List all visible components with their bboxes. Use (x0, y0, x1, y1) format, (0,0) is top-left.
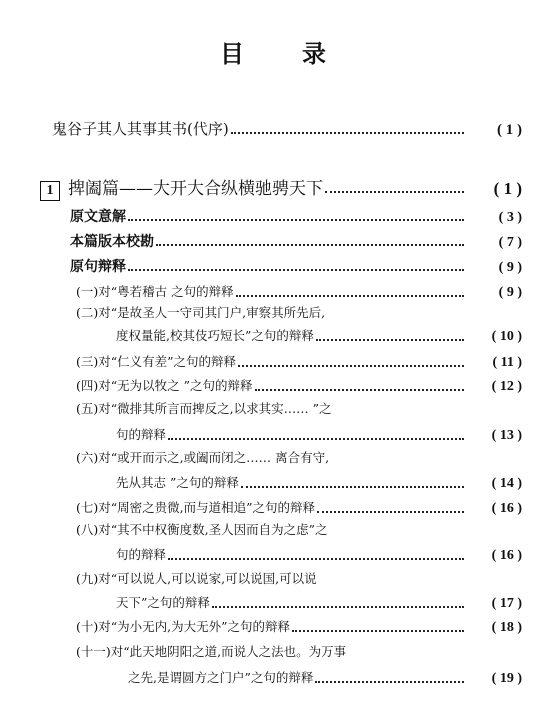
toc-entry-page: ( 16 ) (491, 548, 522, 563)
toc-entry-text: (三)对“仁义有差”之句的辩释 (76, 354, 237, 369)
toc-entry-page: ( 9 ) (498, 285, 522, 300)
toc-entry-page: ( 18 ) (491, 620, 522, 635)
toc-entry[interactable] (128, 668, 522, 687)
toc-entry[interactable] (76, 352, 522, 371)
dot-leader (168, 438, 464, 440)
toc-entry-page: ( 14 ) (491, 476, 522, 491)
toc-entry-chapter[interactable] (40, 174, 522, 201)
toc-entry-line1[interactable]: (六)对“或开而示之,或阖而闭之…… 离合有守, (76, 450, 330, 465)
toc-entry-text: (十)对“为小无内,为大无外”之句的辩释 (76, 619, 291, 634)
toc-entry-preface[interactable] (52, 118, 522, 139)
toc-section[interactable] (70, 206, 522, 226)
toc-entry-text: 本篇版本校勘 (70, 234, 154, 250)
dot-leader (325, 191, 464, 193)
toc-entry-line1[interactable]: (五)对“微排其所言而捭反之,以求其实…… ”之 (76, 401, 332, 416)
toc-entry-page: ( 13 ) (491, 428, 522, 443)
toc-entry[interactable] (76, 498, 522, 517)
toc-entry-page: ( 17 ) (491, 596, 522, 611)
toc-entry-page: ( 19 ) (491, 671, 522, 686)
toc-entry[interactable] (116, 545, 522, 564)
toc-entry-page: ( 12 ) (491, 379, 522, 394)
toc-section[interactable] (70, 256, 522, 276)
toc-entry-text: (一)对“粤若稽古 之句的辩释 (76, 284, 234, 299)
toc-entry-page: ( 1 ) (493, 179, 522, 198)
toc-entry-page: ( 16 ) (491, 501, 522, 516)
toc-entry-line1[interactable]: (九)对“可以说人,可以说家,可以说国,可以说 (76, 571, 317, 586)
dot-leader (292, 630, 464, 632)
toc-entry-text: 原句辩释 (70, 259, 126, 275)
dot-leader (255, 389, 464, 391)
chapter-number-box: 1 (40, 181, 60, 201)
toc-entry-page: ( 11 ) (492, 355, 522, 370)
toc-section[interactable] (70, 231, 522, 251)
toc-entry[interactable] (116, 425, 522, 444)
dot-leader (236, 295, 464, 297)
toc-entry-page: ( 10 ) (491, 329, 522, 344)
toc-entry-text: 句的辩释 (116, 427, 167, 442)
toc-entry[interactable] (116, 593, 522, 612)
dot-leader (238, 365, 464, 367)
toc-entry-text: 鬼谷子其人其事其书(代序) (52, 120, 229, 138)
toc-entry[interactable] (76, 617, 522, 636)
dot-leader (212, 606, 464, 608)
toc-entry-text: 之先,是谓圆方之门户”之句的辩释 (128, 670, 314, 685)
toc-entry-text: 天下”之句的辩释 (116, 595, 210, 610)
page-title: 目录 (220, 40, 384, 68)
dot-leader (156, 244, 464, 246)
toc-entry[interactable] (76, 282, 522, 301)
toc-entry-line1[interactable]: (二)对“是故圣人一守司其门户,审察其所先后, (76, 305, 326, 320)
toc-entry-text: 原文意解 (70, 209, 126, 225)
toc-entry-page: ( 7 ) (498, 235, 522, 250)
dot-leader (316, 339, 464, 341)
dot-leader (315, 681, 464, 683)
toc-entry-text: (七)对“周密之贵微,而与道相追”之句的辩释 (76, 500, 316, 515)
toc-entry-text: 句的辩释 (116, 547, 167, 562)
toc-entry-line1[interactable]: (八)对“其不中权衡度数,圣人因而自为之虑”之 (76, 522, 328, 537)
toc-entry[interactable] (116, 326, 522, 345)
dot-leader (231, 132, 464, 134)
toc-entry[interactable] (116, 473, 522, 492)
dot-leader (241, 486, 464, 488)
dot-leader (128, 269, 464, 271)
chapter-title: 捭阖篇——大开大合纵横驰骋天下 (68, 179, 323, 199)
dot-leader (168, 558, 464, 560)
toc-entry-page: ( 3 ) (498, 210, 522, 225)
dot-leader (317, 511, 464, 513)
toc-entry-page: ( 1 ) (497, 122, 522, 138)
dot-leader (128, 219, 464, 221)
toc-entry-text: 度权量能,校其伎巧短长”之句的辩释 (116, 328, 314, 343)
toc-entry-text: 先从其志 ”之句的辩释 (116, 475, 239, 490)
toc-entry-page: ( 9 ) (498, 260, 522, 275)
toc-entry-text: (四)对“无为以牧之 ”之句的辩释 (76, 378, 253, 393)
toc-entry-line1[interactable]: (十一)对“此天地阴阳之道,而说人之法也。为万事 (76, 644, 347, 659)
toc-entry[interactable] (76, 376, 522, 395)
